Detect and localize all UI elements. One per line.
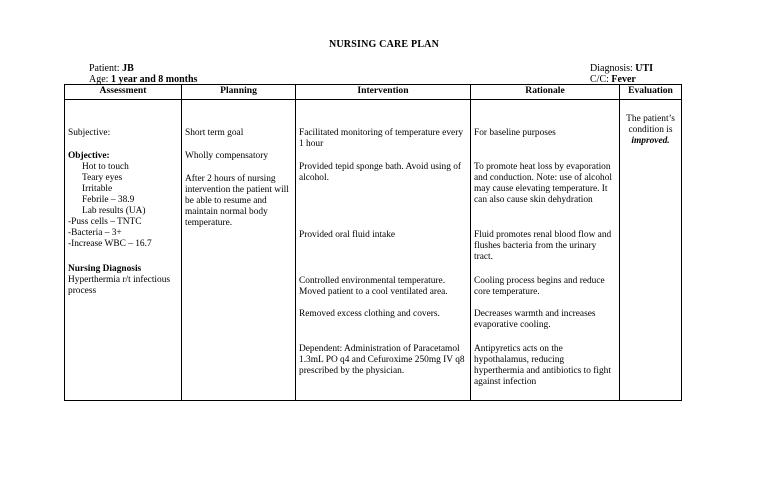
cc-label: C/C: [590,74,609,85]
rationale-item: Decreases warmth and increases evaporative cooling. [474,309,596,330]
diagnosis-value: UTI [635,63,654,74]
patient-info [89,63,197,85]
header-rationale: Rationale [471,85,620,100]
planning-statement: After 2 hours of nursing intervention the patient will be able to resume and maintain normal body temperature. [185,174,289,228]
cc-value: Fever [611,74,636,85]
intervention-item: Controlled environmental temperature. Moved patient to a cool ventilated area. [299,276,448,297]
intervention-item: Dependent: Administration of Paracetamol 1.3mL PO q4 and Cefuroxime 250mg IV q8 prescribed by the physician. [299,344,465,376]
header-evaluation: Evaluation [620,85,682,100]
rationale-cell [471,100,620,401]
nursing-diagnosis-block [68,264,178,297]
objective-item: Irritable [82,184,113,194]
patient-label: Patient: [89,63,120,74]
header-row [65,85,682,100]
age-value: 1 year and 8 months [110,74,198,85]
intervention-cell [296,100,471,401]
intervention-item: Provided oral fluid intake [299,230,396,240]
care-plan-table [64,84,682,401]
diagnosis-label: Diagnosis: [590,63,633,74]
header-planning: Planning [182,85,296,100]
objective-item: Teary eyes [82,173,123,183]
intervention-item: Facilitated monitoring of temperature every 1 hour [299,128,464,149]
nursing-diagnosis-text: Hyperthermia r/t infectious process [68,275,171,296]
subjective-label: Subjective: [68,128,111,138]
diagnosis-info [590,63,653,85]
intervention-item: Provided tepid sponge bath. Avoid using of alcohol. [299,162,462,183]
rationale-item: To promote heat loss by evaporation and conduction. Note: use of alcohol may cause elevating temperature. It can also cause skin dehydration [474,162,612,205]
lab-item: -Increase WBC – 16.7 [68,239,152,249]
rationale-item: Antipyretics acts on the hypothalamus, reducing hyperthermia and antibiotics to fight against infection [474,344,611,387]
evaluation-line: The patient’s [626,114,675,124]
planning-goal: Short term goal [185,128,244,138]
planning-system: Wholly compensatory [185,151,269,161]
evaluation-cell [620,100,682,401]
lab-item: -Bacteria – 3+ [68,228,122,238]
assessment-cell [65,100,182,401]
evaluation-text [620,114,681,147]
objective-label: Objective: [68,151,110,161]
objective-block [68,151,178,250]
rationale-item: For baseline purposes [474,128,556,138]
age-label: Age: [89,74,109,85]
rationale-item: Fluid promotes renal blood flow and flushes bacteria from the urinary tract. [474,230,612,262]
evaluation-result: improved. [631,136,670,146]
nursing-diagnosis-title: Nursing Diagnosis [68,264,142,274]
planning-cell [182,100,296,401]
rationale-item: Cooling process begins and reduce core temperature. [474,276,605,297]
evaluation-line: condition is [628,125,673,135]
intervention-item: Removed excess clothing and covers. [299,309,440,319]
document-title: NURSING CARE PLAN [328,39,440,50]
objective-item: Lab results (UA) [82,206,146,216]
header-assessment: Assessment [65,85,182,100]
header-intervention: Intervention [296,85,471,100]
lab-item: -Puss cells – TNTC [68,217,142,227]
objective-item: Hot to touch [82,162,129,172]
patient-value: JB [122,63,134,74]
table-row [65,100,682,401]
objective-item: Febrile – 38.9 [82,195,135,205]
